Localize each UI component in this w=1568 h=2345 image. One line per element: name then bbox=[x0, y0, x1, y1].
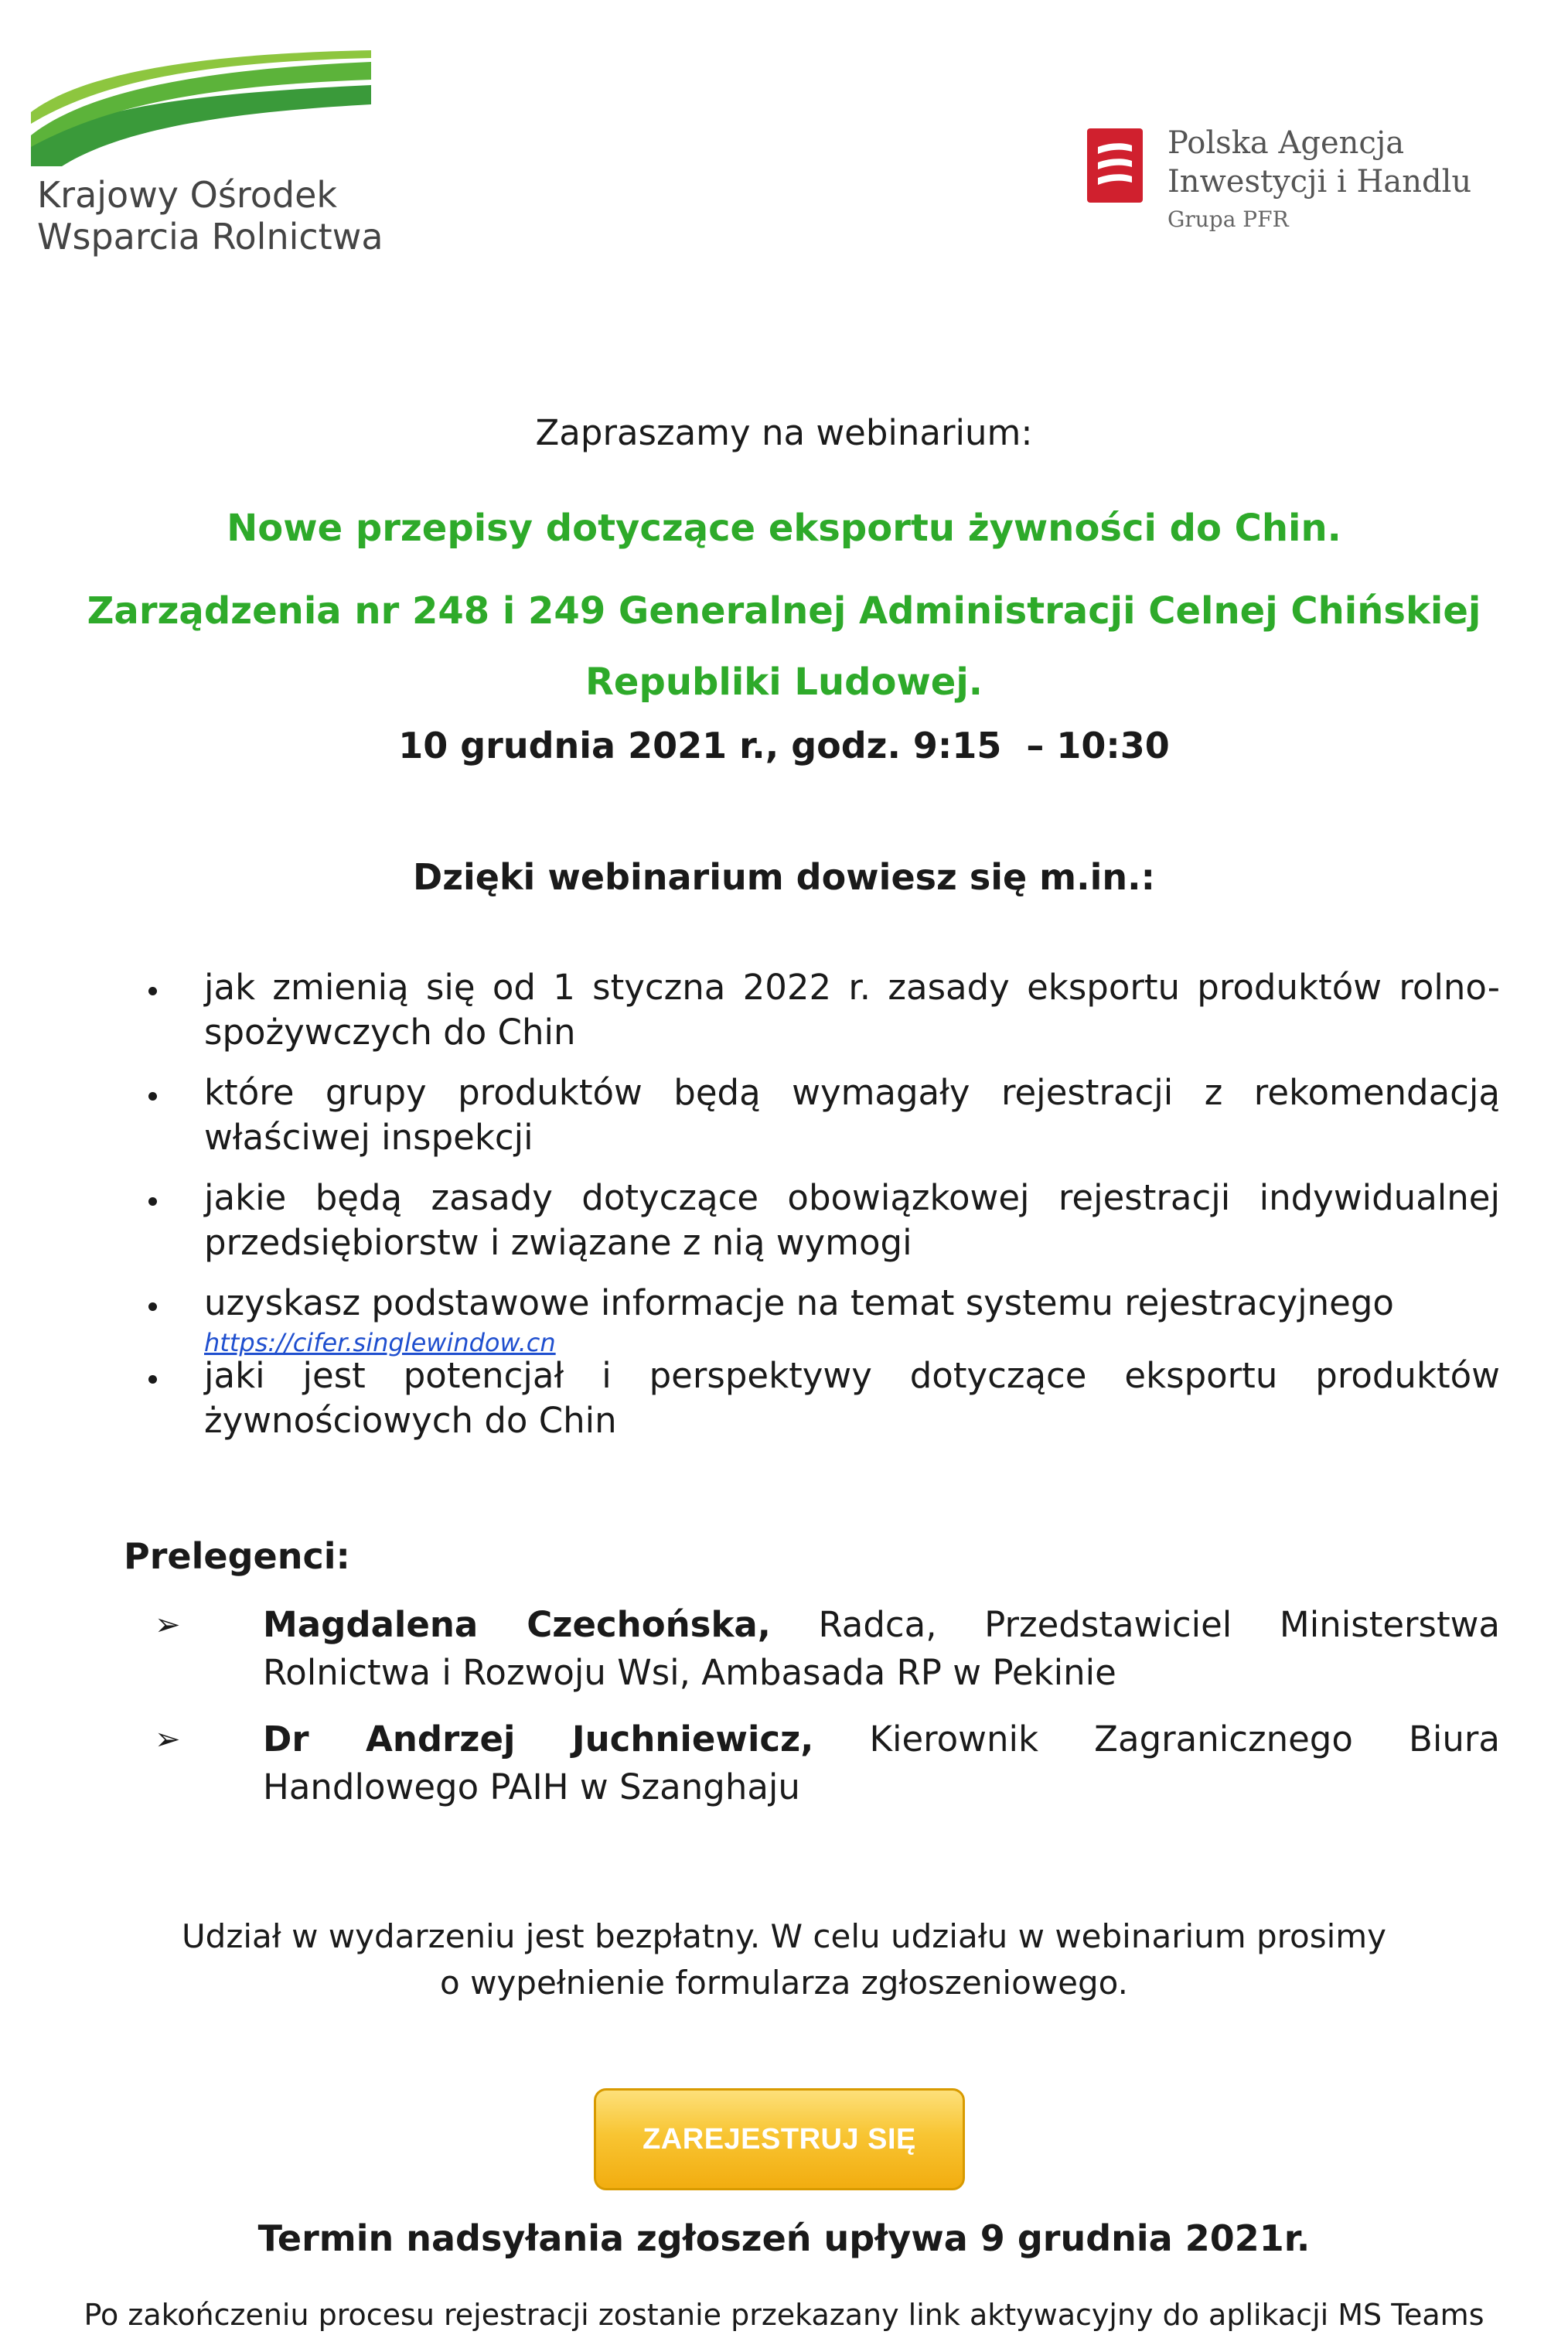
register-button[interactable]: ZAREJESTRUJ SIĘ bbox=[594, 2088, 965, 2190]
list-item bbox=[139, 1176, 1500, 1265]
speaker-name: Magdalena Czechońska, bbox=[263, 1604, 771, 1645]
participation-line-1: Udział w wydarzeniu jest bezpłatny. W celu udziału w webinarium prosimy bbox=[181, 1917, 1387, 1955]
title-line-3: Republiki Ludowej. bbox=[585, 660, 983, 704]
speaker-item bbox=[155, 1601, 1500, 1697]
event-date: 10 grudnia 2021 r., godz. 9:15 – 10:30 bbox=[398, 725, 1170, 766]
learn-heading: Dzięki webinarium dowiesz się m.in.: bbox=[413, 856, 1155, 898]
bullet-icon bbox=[148, 987, 157, 995]
speaker-role: Radca, Przedstawiciel Ministerstwa Rolnictwa i Rozwoju Wsi, Ambasada RP w Pekinie bbox=[263, 1604, 1500, 1693]
arrow-bullet-icon: ➢ bbox=[155, 1607, 181, 1643]
paih-logo-line1: Polska Agencja bbox=[1167, 125, 1405, 161]
topic-text: uzyskasz podstawowe informacje na temat systemu rejestracyjnego bbox=[204, 1282, 1394, 1323]
paih-logo-line3: Grupa PFR bbox=[1167, 207, 1289, 232]
topic-text: które grupy produktów będą wymagały rejestracji z rekomendacją właściwej inspekcji bbox=[204, 1072, 1500, 1158]
speaker-item bbox=[155, 1715, 1500, 1811]
list-item bbox=[139, 1281, 1500, 1360]
list-item bbox=[139, 1353, 1500, 1443]
kowr-logo-line1: Krajowy Ośrodek bbox=[37, 174, 338, 216]
kowr-logo bbox=[31, 50, 394, 275]
bullet-icon bbox=[148, 1375, 157, 1384]
list-item bbox=[139, 965, 1500, 1055]
teams-note: Po zakończeniu procesu rejestracji zostanie przekazany link aktywacyjny do aplikacji MS Teams bbox=[84, 2298, 1484, 2332]
participation-note bbox=[0, 1913, 1568, 2006]
arrow-bullet-icon: ➢ bbox=[155, 1722, 181, 1757]
speaker-role: Kierownik Zagranicznego Biura Handlowego PAIH w Szanghaju bbox=[263, 1719, 1500, 1807]
speakers-heading: Prelegenci: bbox=[124, 1535, 350, 1577]
bullet-icon bbox=[148, 1302, 157, 1311]
topic-text: jakie będą zasady dotyczące obowiązkowej rejestracji indywidualnej przedsiębiorstw i związane z nią wymogi bbox=[204, 1177, 1500, 1263]
webinar-title bbox=[0, 501, 1568, 718]
speaker-name: Dr Andrzej Juchniewicz, bbox=[263, 1719, 814, 1760]
list-item bbox=[139, 1070, 1500, 1160]
topic-text: jak zmienią się od 1 styczna 2022 r. zasady eksportu produktów rolno-spożywczych do Chin bbox=[204, 967, 1500, 1053]
participation-line-2: o wypełnienie formularza zgłoszeniowego. bbox=[440, 1964, 1128, 2002]
registration-system-link[interactable]: https://cifer.singlewindow.cn bbox=[204, 1328, 556, 1357]
bullet-icon bbox=[148, 1197, 157, 1206]
paih-logo-line2: Inwestycji i Handlu bbox=[1167, 164, 1472, 200]
title-line-1: Nowe przepisy dotyczące eksportu żywności do Chin. bbox=[227, 507, 1341, 550]
topic-text: jaki jest potencjał i perspektywy dotyczące eksportu produktów żywnościowych do Chin bbox=[204, 1355, 1500, 1441]
topics-list bbox=[139, 965, 1500, 1459]
title-line-2: Zarządzenia nr 248 i 249 Generalnej Administracji Celnej Chińskiej bbox=[87, 589, 1481, 633]
speakers-list bbox=[155, 1601, 1500, 1830]
webinar-subtitle bbox=[0, 575, 1568, 718]
paih-logo bbox=[1082, 124, 1472, 255]
paih-logo-mark-icon bbox=[1087, 128, 1143, 203]
kowr-logo-line2: Wsparcia Rolnictwa bbox=[37, 216, 383, 258]
bullet-icon bbox=[148, 1092, 157, 1101]
registration-deadline: Termin nadsyłania zgłoszeń upływa 9 grudnia 2021r. bbox=[257, 2217, 1311, 2259]
kowr-logo-graphic bbox=[31, 50, 371, 166]
invite-text: Zapraszamy na webinarium: bbox=[535, 412, 1033, 453]
